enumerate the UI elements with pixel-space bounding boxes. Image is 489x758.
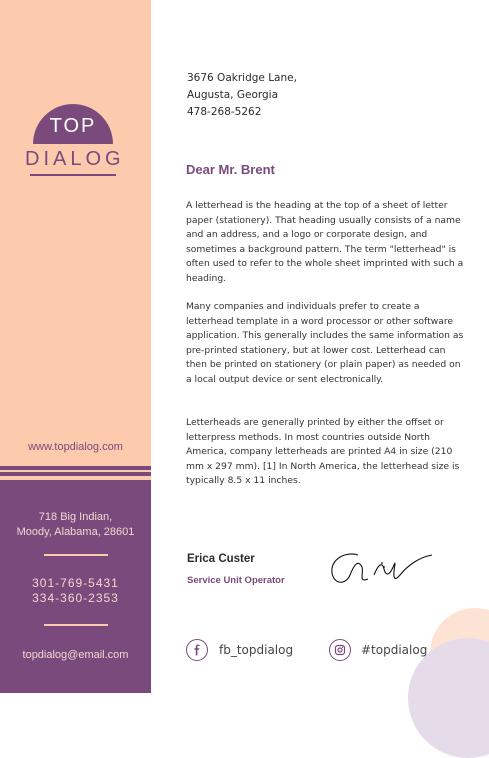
recipient-address-line2: Augusta, Georgia [187,89,279,101]
facebook-icon[interactable] [186,639,208,661]
recipient-phone: 478-268-5262 [187,106,262,118]
sender-address-line1: 718 Big Indian, [38,511,113,523]
instagram-icon[interactable] [329,639,351,661]
sidebar [0,0,151,693]
letter-paragraph-1 [186,199,468,286]
sender-address-line2: Moody, Alabama, 28601 [16,526,135,538]
letter-paragraph-3 [186,416,468,489]
letter-paragraph-2 [186,300,468,387]
handwritten-signature [328,545,436,589]
paragraph-text: Letterheads are generally printed by either the offset or letterpress methods. In most countries outside North America, company letterheads are printed A4 in size (210 mm x 297 mm). [1] In North America, the letterhead size is typically 8.5 x 11 inches. [186,417,460,486]
paragraph-text: Many companies and individuals prefer to create a letterhead template in a word processor or other software application. This generally includes the same information as pre-printed stationery, but at lower cost. Letterhead can then be printed on stationery (or plain paper) as needed on a local output device or sent electronically. [186,301,464,385]
sidebar-stripe [0,472,151,476]
signer-name: Erica Custer [187,553,255,565]
email-link[interactable]: topdialog@email.com [22,649,129,661]
paragraph-text: A letterhead is the heading at the top of a sheet of letter paper (stationery). That heading usually consists of a name and an address, and a logo or corporate design, and sometimes a background pattern. The term "letterhead" is often used to refer to the whole sheet imprinted with such a heading. [186,200,464,284]
logo-top-text: TOP [49,115,97,137]
sidebar-contact-panel [0,480,151,693]
sidebar-stripe [0,466,151,470]
phone-2: 334-360-2353 [32,591,119,605]
greeting: Dear Mr. Brent [186,162,275,177]
divider [44,554,108,556]
recipient-address-line1: 3676 Oakridge Lane, [187,72,297,84]
facebook-glyph [191,644,203,656]
website-link[interactable]: www.topdialog.com [28,441,123,453]
instagram-glyph [334,644,346,656]
logo-underline [30,174,116,176]
facebook-handle[interactable]: fb_topdialog [219,643,294,657]
signer-title: Service Unit Operator [187,575,285,586]
recipient-address [187,70,297,121]
divider [44,624,108,626]
logo-dialog-text: DIALOG [25,148,125,170]
instagram-handle[interactable]: #topdialog [361,643,428,657]
phone-1: 301-769-5431 [32,576,119,590]
